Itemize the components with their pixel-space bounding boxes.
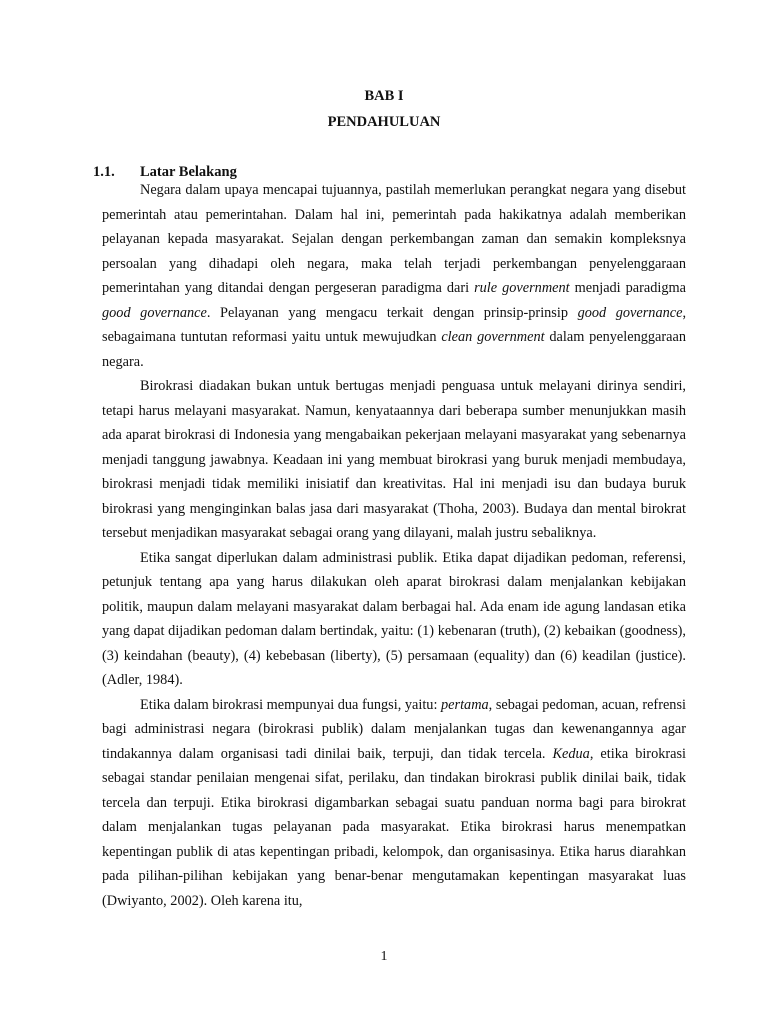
italic-term: good governance [102, 304, 207, 321]
italic-term: good governance [577, 304, 683, 321]
page-number: 1 [380, 949, 388, 964]
text-run: menjadi paradigma [569, 280, 686, 296]
paragraph [102, 693, 686, 914]
paragraph [102, 178, 686, 374]
section-number: 1.1. [93, 164, 115, 180]
text-run: Etika dalam birokrasi mempunyai dua fungsi, yaitu: [140, 696, 442, 713]
italic-term: pertama [441, 696, 489, 713]
text-run: . Pelayanan yang mengacu terkait dengan prinsip-prinsip [206, 304, 578, 321]
text-run: Negara dalam upaya mencapai tujuannya, pastilah memerlukan perangkat negara yang disebut pemerintah atau pemerintahan. Dalam hal ini, pemerintah pada hakikatnya adalah memberikan pelayanan kepada masyarakat. Sejalan dengan perkembangan zaman dan semakin kompleksnya persoalan yang dihadapi oleh negara, maka telah terjadi perkembangan penyelenggaraan pemerintahan yang ditandai dengan pergeseran paradigma dari [102, 182, 686, 296]
paragraph: Etika sangat diperlukan dalam administrasi publik. Etika dapat dijadikan pedoman, referensi, petunjuk tentang apa yang harus dilakukan oleh aparat birokrasi dalam menjalankan kebijakan politik, maupun dalam melayani masyarakat dalam berbagai hal. Ada enam ide agung landasan etika yang dapat dijadikan pedoman dalam bertindak, yaitu: (1) kebenaran (truth), (2) kebaikan (goodness), (3) keindahan (beauty), (4) kebebasan (liberty), (5) persamaan (equality) dan (6) keadilan (justice). (Adler, 1984). [102, 549, 686, 688]
text-run: , sebagai pedoman, acuan, refrensi bagi administrasi negara (birokrasi publik) dalam menjalankan tugas dan kewenangannya agar tindakannya dalam organisasi tadi dinilai baik, terpuji, dan tidak tercela. [102, 696, 686, 762]
italic-term: clean government [441, 329, 545, 345]
paragraph: Birokrasi diadakan bukan untuk bertugas menjadi penguasa untuk melayani dirinya sendiri, tetapi harus melayani masyarakat. Namun, kenyataannya dari beberapa sumber menunjukkan masih ada aparat birokrasi di Indonesia yang mengabaikan pekerjaan melayani masyarakat yang sebenarnya menjadi tanggung jawabnya. Keadaan ini yang membuat birokrasi yang buruk menjadi membudaya, birokrasi menjadi tidak memiliki inisiatif dan kreativitas. Hal ini menjadi isu dan budaya buruk birokrasi yang menginginkan balas jasa dari masyarakat (Thoha, 2003). Budaya dan mental birokrat tersebut menjadikan masyarakat sebagai orang yang dilayani, malah justru sebaliknya. [102, 378, 686, 541]
section-title: Latar Belakang [140, 164, 237, 180]
chapter-title: PENDAHULUAN [327, 114, 441, 130]
text-run: dalam penyelenggaraan negara. [102, 329, 686, 370]
body-text [102, 178, 686, 913]
chapter-number: BAB I [364, 88, 404, 104]
italic-term: Kedua [552, 745, 590, 762]
italic-term: rule government [474, 280, 570, 296]
text-run: , etika birokrasi sebagai standar penilaian mengenai sifat, perilaku, dan tindakan birokrasi publik dinilai baik, tidak tercela dan terpuji. Etika birokrasi digambarkan sebagai suatu panduan norma bagi para birokrat dalam menjalankan tugas pelayanan pada masyarakat. Etika birokrasi harus menempatkan kepentingan publik di atas kepentingan pribadi, kelompok, dan organisasinya. Etika harus diarahkan pada pilihan-pilihan kebijakan yang benar-benar mengutamakan kepentingan masyarakat luas (Dwiyanto, 2002). Oleh karena itu, [102, 745, 687, 909]
text-run: , sebagaimana tuntutan reformasi yaitu untuk mewujudkan [102, 304, 687, 345]
